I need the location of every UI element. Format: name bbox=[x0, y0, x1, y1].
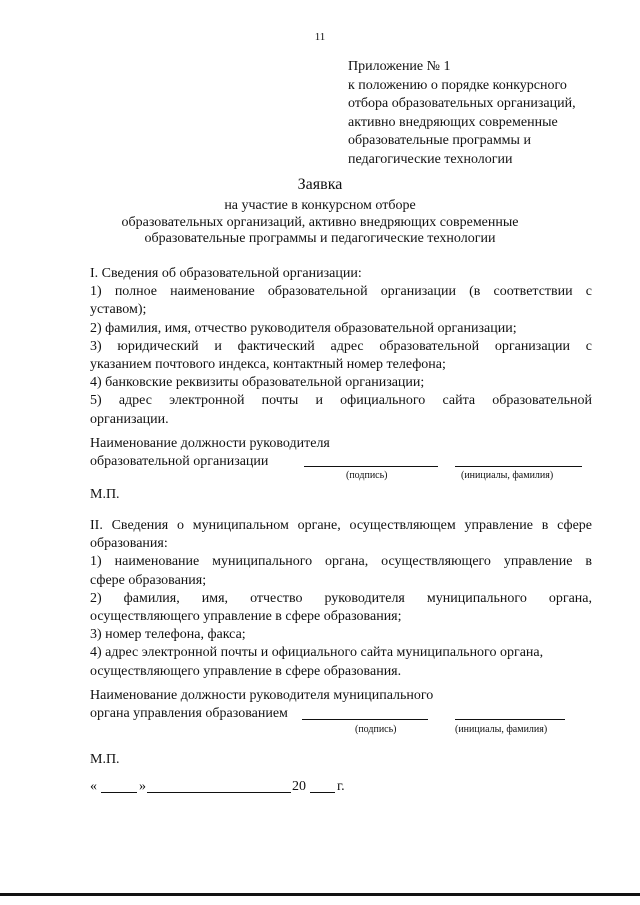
section-item: уставом); bbox=[90, 302, 147, 318]
bottom-border bbox=[0, 893, 640, 896]
date-close-quote: » bbox=[139, 779, 146, 794]
date-year-line bbox=[310, 792, 335, 793]
position-title-line2: органа управления образованием bbox=[90, 706, 288, 721]
signature-line bbox=[302, 719, 428, 720]
section-heading: I. Сведения об образовательной организации: bbox=[90, 266, 362, 281]
name-caption: (инициалы, фамилия) bbox=[461, 470, 554, 481]
appendix-line: к положению о порядке конкурсного bbox=[348, 77, 567, 93]
page-number: 11 bbox=[314, 31, 326, 43]
position-title-line2: образовательной организации bbox=[90, 454, 269, 469]
section-item: осуществляющего управление в сфере образования; bbox=[90, 609, 402, 625]
section-item: 1) наименование муниципального органа, осуществляющего управление в bbox=[90, 554, 592, 570]
stamp-label: М.П. bbox=[90, 487, 120, 502]
appendix-header bbox=[348, 58, 576, 170]
signature-caption: (подпись) bbox=[346, 470, 388, 481]
section-municipal-info bbox=[90, 517, 592, 681]
date-open-quote: « bbox=[90, 779, 97, 794]
appendix-line: активно внедряющих современные bbox=[348, 114, 558, 130]
section-item: 5) адрес электронной почты и официального сайта образовательной bbox=[90, 393, 592, 409]
position-title-line1: Наименование должности руководителя bbox=[90, 436, 330, 451]
section-item: организации. bbox=[90, 411, 169, 427]
document-subtitle bbox=[0, 198, 640, 248]
section-item: образования: bbox=[90, 536, 168, 552]
appendix-line: Приложение № 1 bbox=[348, 59, 451, 74]
name-line bbox=[455, 719, 565, 720]
date-year-prefix: 20 bbox=[292, 779, 306, 794]
appendix-line: образовательные программы и bbox=[348, 133, 531, 149]
section-heading: II. Сведения о муниципальном органе, осуществляющем управление в сфере bbox=[90, 518, 592, 533]
section-item: указанием почтового индекса, контактный номер телефона; bbox=[90, 357, 446, 373]
position-title-line1: Наименование должности руководителя муниципального bbox=[90, 688, 434, 703]
section-item: 3) юридический и фактический адрес образовательной организации с bbox=[90, 338, 592, 354]
section-item: 2) фамилия, имя, отчество руководителя образовательной организации; bbox=[90, 320, 517, 336]
signature-line bbox=[304, 466, 438, 467]
name-line bbox=[455, 466, 582, 467]
appendix-line: отбора образовательных организаций, bbox=[348, 96, 576, 112]
section-item: 4) адрес электронной почты и официального сайта муниципального органа, bbox=[90, 645, 544, 661]
section-organization-info bbox=[90, 265, 592, 429]
date-year-suffix: г. bbox=[337, 779, 345, 794]
date-month-line bbox=[147, 792, 291, 793]
stamp-label: М.П. bbox=[90, 752, 120, 767]
section-item: осуществляющего управление в сфере образования. bbox=[90, 663, 402, 679]
document-title: Заявка bbox=[297, 176, 343, 193]
section-item: 2) фамилия, имя, отчество руководителя муниципального органа, bbox=[90, 590, 592, 606]
subtitle-line: образовательные программы и педагогические технологии bbox=[144, 231, 496, 246]
date-day-line bbox=[101, 792, 137, 793]
subtitle-line: образовательных организаций, активно внедряющих современные bbox=[121, 214, 519, 230]
section-item: 4) банковские реквизиты образовательной организации; bbox=[90, 375, 425, 391]
section-item: 1) полное наименование образовательной организации (в соответствии с bbox=[90, 284, 592, 300]
name-caption: (инициалы, фамилия) bbox=[455, 724, 548, 735]
section-item: 3) номер телефона, факса; bbox=[90, 627, 246, 643]
subtitle-line: на участие в конкурсном отборе bbox=[224, 198, 416, 213]
section-item: сфере образования; bbox=[90, 572, 207, 588]
appendix-line: педагогические технологии bbox=[348, 151, 513, 167]
signature-caption: (подпись) bbox=[355, 724, 397, 735]
